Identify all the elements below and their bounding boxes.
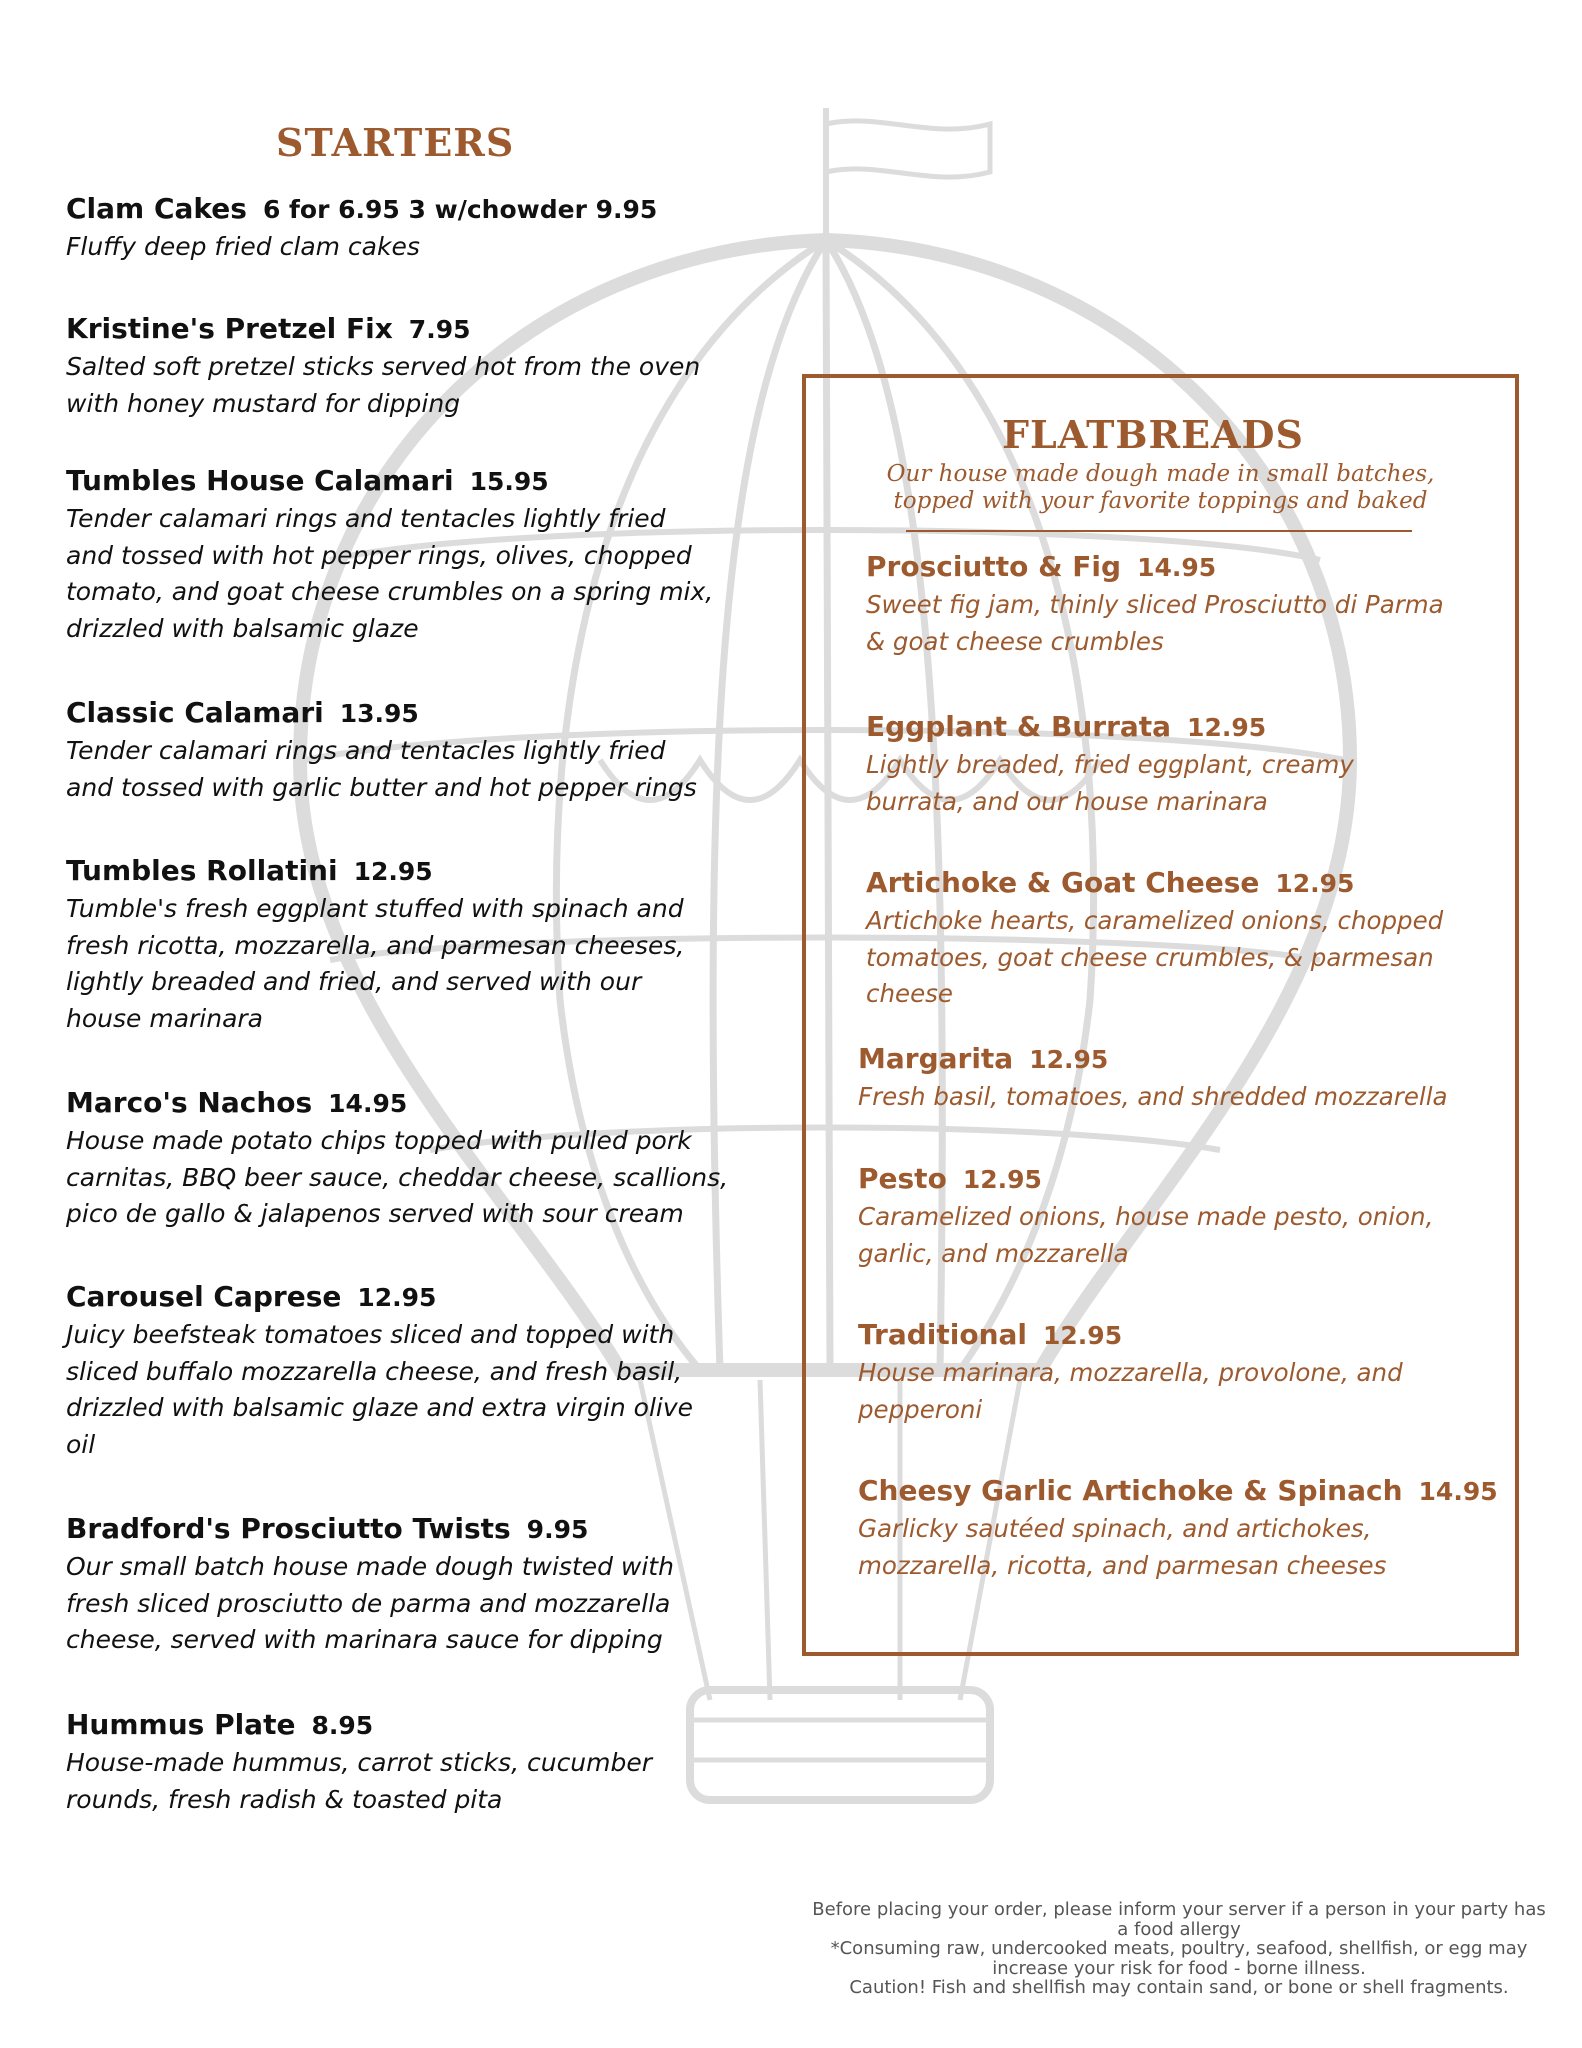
menu-item-price: 12.95: [353, 857, 433, 886]
menu-item-name: Eggplant & Burrata: [866, 710, 1172, 743]
menu-item: [66, 1510, 766, 1659]
menu-item: [866, 864, 1506, 1013]
menu-item-description: Artichoke hearts, caramelized onions, chopped tomatoes, goat cheese crumbles, & parmesan cheese: [866, 906, 1444, 1008]
menu-item-name: Marco's Nachos: [66, 1086, 313, 1119]
menu-item: [66, 1278, 766, 1463]
menu-item-price: 12.95: [1187, 713, 1267, 742]
menu-item-description: Salted soft pretzel sticks served hot from the oven with honey mustard for dipping: [66, 352, 701, 418]
menu-item-name: Clam Cakes: [66, 192, 247, 225]
menu-item-description: Tumble's fresh eggplant stuffed with spinach and fresh ricotta, mozzarella, and parmesan cheeses, lightly breaded and fried, and served with our house marinara: [66, 894, 685, 1033]
menu-item-price: 15.95: [469, 467, 549, 496]
menu-item: [66, 694, 766, 806]
menu-item-title: [858, 1040, 1498, 1079]
menu-item-price: 14.95: [1418, 1477, 1498, 1506]
menu-item-price: 12.95: [962, 1165, 1042, 1194]
menu-item-title: [866, 708, 1506, 747]
menu-item-name: Tumbles House Calamari: [66, 464, 454, 497]
flatbreads-divider: [906, 530, 1412, 532]
menu-item-price: 8.95: [311, 1711, 374, 1740]
menu-item-title: [66, 1706, 766, 1745]
menu-item: [858, 1316, 1498, 1428]
menu-item: [858, 1160, 1498, 1272]
menu-item-title: [866, 548, 1506, 587]
menu-item-name: Pesto: [858, 1162, 947, 1195]
menu-item-price: 12.95: [1275, 869, 1355, 898]
menu-item-title: [66, 1510, 766, 1549]
menu-item-title: [66, 310, 766, 349]
flatbreads-subtitle-line1: Our house made dough made in small batches,: [886, 461, 1435, 487]
menu-item-price: 9.95: [526, 1515, 589, 1544]
menu-item-title: [66, 852, 766, 891]
menu-item-description: Sweet fig jam, thinly sliced Prosciutto di Parma & goat cheese crumbles: [866, 590, 1444, 656]
menu-item-description: Tender calamari rings and tentacles lightly fried and tossed with hot pepper rings, olives, chopped tomato, and goat cheese crumbles on a spring mix, drizzled with balsamic glaze: [66, 504, 714, 643]
menu-item-title: [66, 462, 766, 501]
menu-item-price: 6 for 6.95 3 w/chowder 9.95: [262, 195, 658, 224]
menu-item-name: Cheesy Garlic Artichoke & Spinach: [858, 1474, 1403, 1507]
menu-item-name: Kristine's Pretzel Fix: [66, 312, 393, 345]
menu-item: [66, 1084, 766, 1233]
menu-item-description: Tender calamari rings and tentacles lightly fried and tossed with garlic butter and hot pepper rings: [66, 736, 697, 802]
menu-item-description: Lightly breaded, fried eggplant, creamy burrata, and our house marinara: [866, 750, 1354, 816]
menu-item-description: Fresh basil, tomatoes, and shredded mozzarella: [858, 1082, 1448, 1111]
menu-item-price: 14.95: [328, 1089, 408, 1118]
menu-item-price: 12.95: [1043, 1321, 1123, 1350]
menu-item-description: House-made hummus, carrot sticks, cucumber rounds, fresh radish & toasted pita: [66, 1748, 653, 1814]
menu-item: [66, 1706, 766, 1818]
menu-item: [858, 1472, 1498, 1584]
menu-item: [866, 708, 1506, 820]
menu-item-title: [858, 1160, 1498, 1199]
menu-item: [866, 548, 1506, 660]
allergy-notice: [806, 1900, 1552, 1998]
menu-item-title: [66, 1084, 766, 1123]
menu-item-name: Bradford's Prosciutto Twists: [66, 1512, 511, 1545]
footer-line: Before placing your order, please inform your server if a person in your party has: [812, 1899, 1546, 1920]
menu-item: [66, 462, 766, 647]
menu-item-name: Prosciutto & Fig: [866, 550, 1122, 583]
menu-item-title: [66, 1278, 766, 1317]
menu-item-name: Carousel Caprese: [66, 1280, 342, 1313]
menu-item-name: Traditional: [858, 1318, 1028, 1351]
menu-item-description: Our small batch house made dough twisted with fresh sliced prosciutto de parma and mozzarella cheese, served with marinara sauce for dipping: [66, 1552, 674, 1654]
menu-item-description: Juicy beefsteak tomatoes sliced and topped with sliced buffalo mozzarella cheese, and fresh basil, drizzled with balsamic glaze and extra virgin olive oil: [66, 1320, 694, 1459]
menu-item: [66, 190, 766, 266]
menu-item: [66, 852, 766, 1037]
menu-item-price: 7.95: [408, 315, 471, 344]
menu-item-description: Fluffy deep fried clam cakes: [66, 232, 420, 261]
menu-item-description: Caramelized onions, house made pesto, onion, garlic, and mozzarella: [858, 1202, 1434, 1268]
menu-item-name: Tumbles Rollatini: [66, 854, 338, 887]
menu-item-title: [858, 1472, 1498, 1511]
menu-item-name: Classic Calamari: [66, 696, 324, 729]
footer-line: increase your risk for food - borne illness.: [992, 1957, 1366, 1979]
flatbreads-subtitle-line2: topped with your favorite toppings and baked: [893, 488, 1428, 514]
menu-item-title: [866, 864, 1506, 903]
menu-item-price: 12.95: [357, 1283, 437, 1312]
menu-item-price: 12.95: [1029, 1045, 1109, 1074]
menu-item-title: [858, 1316, 1498, 1355]
menu-item: [66, 310, 766, 422]
menu-item-name: Hummus Plate: [66, 1708, 296, 1741]
menu-item-price: 13.95: [339, 699, 419, 728]
menu-item-description: Garlicky sautéed spinach, and artichokes, mozzarella, ricotta, and parmesan cheeses: [858, 1514, 1387, 1580]
menu-item-description: House marinara, mozzarella, provolone, and pepperoni: [858, 1358, 1403, 1424]
flatbreads-heading: FLATBREADS: [1002, 412, 1304, 457]
menu-item-title: [66, 694, 766, 733]
menu-item-name: Artichoke & Goat Cheese: [866, 866, 1260, 899]
menu-item: [858, 1040, 1498, 1116]
menu-item-description: House made potato chips topped with pulled pork carnitas, BBQ beer sauce, cheddar cheese, scallions, pico de gallo & jalapenos served with sour cream: [66, 1126, 729, 1228]
starters-heading: STARTERS: [276, 120, 515, 165]
menu-item-price: 14.95: [1137, 553, 1217, 582]
menu-item-title: [66, 190, 766, 229]
menu-item-name: Margarita: [858, 1042, 1014, 1075]
footer-line: a food allergy: [1117, 1918, 1241, 1940]
footer-line: Caution! Fish and shellfish may contain sand, or bone or shell fragments.: [849, 1977, 1509, 1998]
footer-line: *Consuming raw, undercooked meats, poultry, seafood, shellfish, or egg may: [830, 1938, 1528, 1959]
